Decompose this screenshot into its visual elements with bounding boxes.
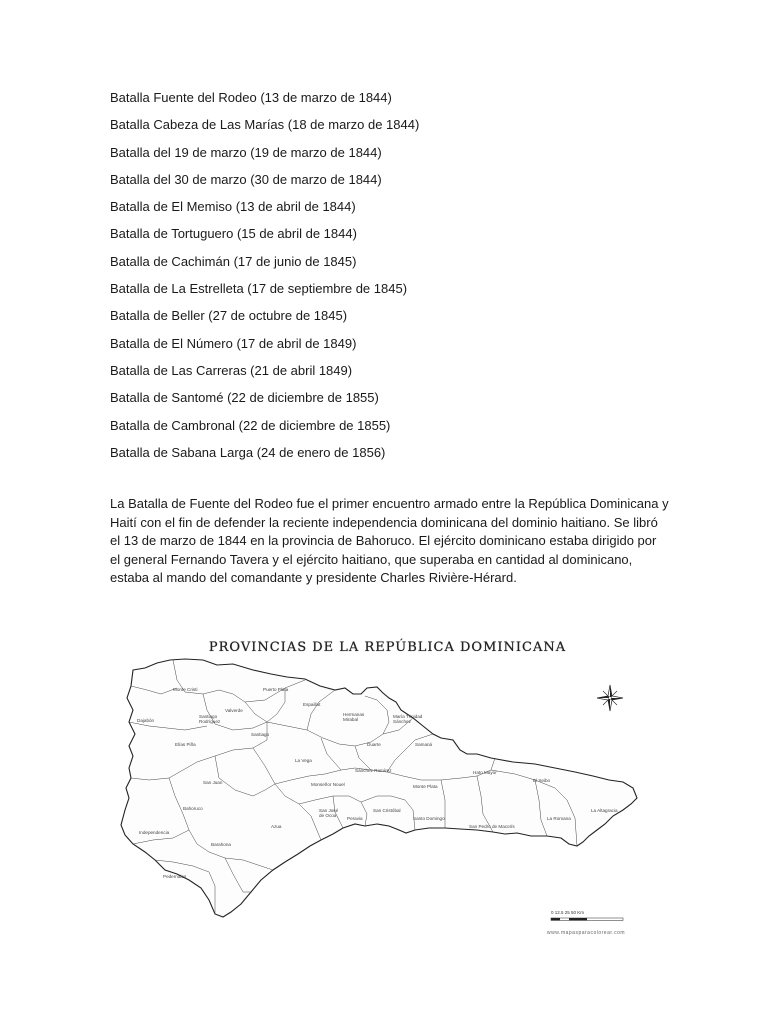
province-label: Barahona [211,842,231,847]
battle-item: Batalla Cabeza de Las Marías (18 de marzo de 1844) [110,117,420,133]
province-label: María Trinidad Sánchez [393,714,423,724]
battle-list [110,84,419,466]
province-label: Espaillat [303,702,321,707]
battle-item: Batalla de Santomé (22 de diciembre de 1855) [110,390,379,406]
battle-item: Batalla Fuente del Rodeo (13 de marzo de 1844) [110,90,392,105]
province-label: San Juan [203,780,223,785]
province-label: Monte Cristi [173,687,198,692]
province-label: Puerto Plata [263,687,289,692]
province-label: Pedernales [163,874,187,879]
province-label: Samaná [415,742,433,747]
battle-item: Batalla de La Estrelleta (17 de septiembre de 1845) [110,281,408,297]
battle-item: Batalla de Beller (27 de octubre de 1845) [110,308,348,324]
province-label: El Seibo [533,778,551,783]
province-label: Elías Piña [175,742,196,747]
battle-item: Batalla de Tortuguero (15 de abril de 1844) [110,226,357,242]
scale-label: 0 12.5 25 50 Km [551,910,585,915]
province-label: Bahoruco [183,806,203,811]
country-outline [121,659,637,917]
province-label: Duarte [367,742,381,747]
battle-item: Batalla de Cachimán (17 de junio de 1845) [110,253,357,269]
province-label: Santo Domingo [413,816,445,821]
scale-bar [551,918,623,920]
battle-item: Batalla de Sabana Larga (24 de enero de 1856) [110,444,386,460]
province-label: Sánchez Ramírez [355,768,392,773]
battle-item: Batalla de El Número (17 de abril de 1849) [110,335,357,351]
province-label: Peravia [347,816,363,821]
map-drawing [115,630,660,942]
province-label: Santiago [251,732,270,737]
province-label: Monseñor Nouel [311,782,345,787]
province-label: San Cristóbal [373,808,401,813]
province-label: San Pedro de Macorís [469,824,515,829]
map-credit: www.mapasparacolorear.com [547,930,626,936]
battle-item: Batalla del 19 de marzo (19 de marzo de 1844) [110,144,382,160]
province-label: Dajabón [137,718,155,723]
province-label: San José de Ocoa [319,808,339,818]
province-label: Independencia [139,830,170,835]
province-label: La Romana [547,816,571,821]
province-label: Santiago Rodríguez [199,714,221,724]
battle-item: Batalla de Las Carreras (21 de abril 1849) [110,362,353,378]
battle-item: Batalla del 30 de marzo (30 de marzo de 1844) [110,171,382,187]
province-label: Hermanas Mirabal [343,712,365,722]
province-label: Azua [271,824,282,829]
provinces-map [115,630,660,942]
province-label: La Altagracia [591,808,618,813]
compass-rose-icon [597,685,623,711]
province-label: Hato Mayor [473,770,497,775]
battle-item: Batalla de Cambronal (22 de diciembre de 1855) [110,417,391,433]
province-label: Valverde [225,708,243,713]
body-paragraph: La Batalla de Fuente del Rodeo fue el primer encuentro armado entre la República Dominicana y Haití con el fin de defender la reciente independencia dominicana del dominio haitiano. Se libró el 13 de marzo de 1844 en la provincia de Bahoruco. El ejército dominicano estaba dirigido por el general Fernando Tavera y el ejército haitiano, que superaba en cantidad al dominicano, estaba al mando del comandante y presidente Charles Rivière-Hérard. [110,496,669,585]
province-label: La Vega [295,758,312,763]
province-label: Monte Plata [413,784,438,789]
battle-item: Batalla de El Memiso (13 de abril de 1844) [110,199,356,215]
map-title: PROVINCIAS DE LA REPÚBLICA DOMINICANA [208,640,567,655]
